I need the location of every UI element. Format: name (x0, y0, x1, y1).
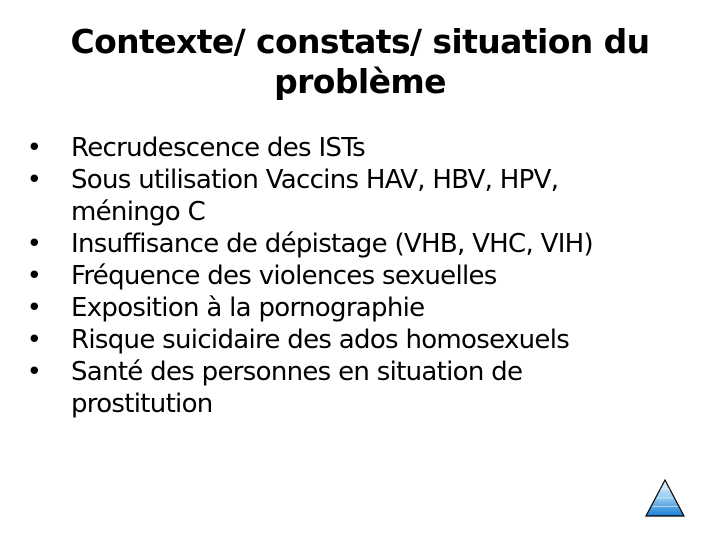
list-item (26, 164, 666, 228)
bullet-icon: • (26, 165, 42, 195)
bullet-text: Sous utilisation Vaccins HAV, HBV, HPV, méningo C (71, 165, 559, 227)
bullet-icon: • (26, 293, 42, 323)
bullet-icon: • (26, 261, 42, 291)
list-item (26, 356, 666, 420)
list-item (26, 228, 666, 260)
bullet-icon: • (26, 229, 42, 259)
bullet-text: Santé des personnes en situation de prostitution (71, 357, 523, 419)
bullet-list (26, 132, 666, 420)
bullet-text: Recrudescence des ISTs (71, 133, 365, 163)
list-item (26, 132, 666, 164)
list-item (26, 292, 666, 324)
list-item (26, 260, 666, 292)
list-item (26, 324, 666, 356)
bullet-icon: • (26, 325, 42, 355)
slide-title: Contexte/ constats/ situation du problème (70, 22, 650, 101)
bullet-text: Risque suicidaire des ados homosexuels (71, 325, 570, 355)
pyramid-icon-graphic (644, 478, 686, 518)
bullet-text: Insuffisance de dépistage (VHB, VHC, VIH) (71, 229, 593, 259)
bullet-text: Fréquence des violences sexuelles (71, 261, 497, 291)
bullet-icon: • (26, 357, 42, 387)
pyramid-icon[interactable] (644, 478, 686, 518)
bullet-icon: • (26, 133, 42, 163)
bullet-text: Exposition à la pornographie (71, 293, 425, 323)
